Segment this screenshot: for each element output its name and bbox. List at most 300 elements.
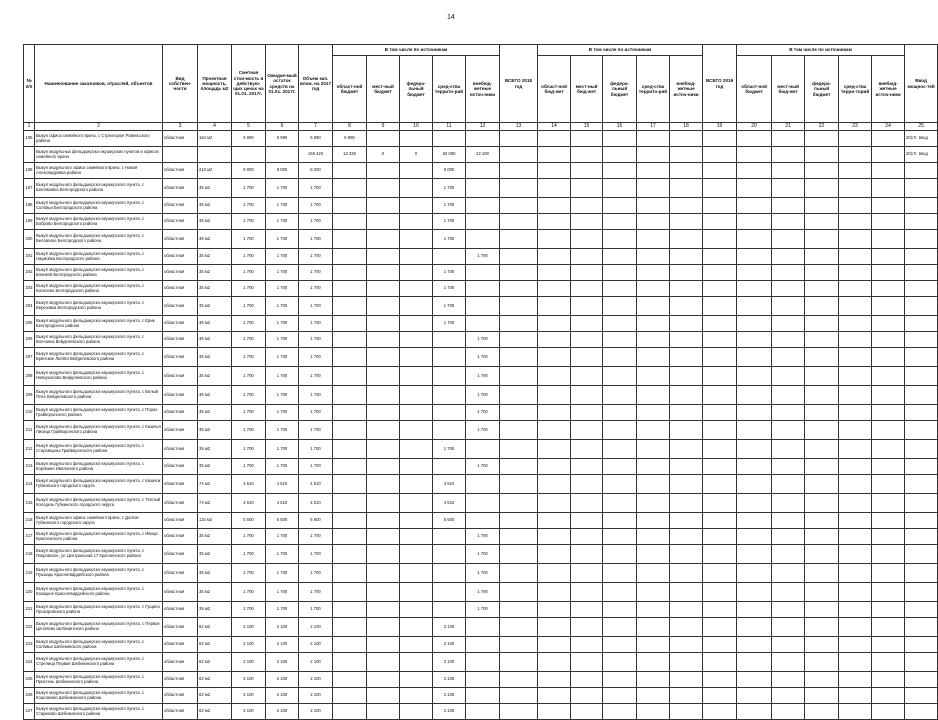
empty-cell — [703, 297, 737, 316]
estimate-cell: 1 700 — [232, 367, 266, 386]
empty-cell — [670, 637, 703, 653]
federal-budget-cell — [400, 529, 433, 545]
estimate-cell: 1 700 — [232, 179, 266, 198]
empty-cell — [772, 440, 805, 459]
commission-cell — [905, 494, 938, 513]
row-number: 208 — [24, 367, 35, 386]
capacity-cell: 35 м2 — [198, 265, 232, 281]
empty-cell — [571, 459, 603, 475]
empty-cell — [737, 602, 772, 618]
empty-cell — [637, 637, 670, 653]
row-number: 223 — [24, 637, 35, 653]
capacity-cell: 74 м2 — [198, 494, 232, 513]
empty-cell — [571, 513, 603, 529]
empty-cell — [500, 405, 538, 421]
capacity-cell: 35 м2 — [198, 367, 232, 386]
local-budget-cell — [367, 475, 400, 494]
empty-cell — [737, 249, 772, 265]
commission-cell — [905, 704, 938, 720]
object-name: Выкуп модульного фельдшерско-акушерского пункта, с Новоуколово Вейделевского района — [35, 367, 163, 386]
empty-cell — [637, 688, 670, 704]
federal-budget-cell — [400, 297, 433, 316]
local-budget-cell — [367, 405, 400, 421]
ownership-cell: областная — [163, 440, 198, 459]
territory-funds-cell — [433, 459, 466, 475]
table-row — [24, 545, 938, 564]
empty-cell — [637, 249, 670, 265]
empty-cell — [670, 653, 703, 672]
empty-cell — [571, 494, 603, 513]
territory-funds-cell: 1 700 — [433, 265, 466, 281]
extra-budget-cell: 1 700 — [466, 348, 500, 367]
table-row — [24, 198, 938, 214]
header-extra-2017: внебюд-жетные источ-ники — [466, 56, 500, 123]
empty-cell — [603, 214, 637, 230]
estimate-cell: 1 700 — [232, 421, 266, 440]
empty-cell — [500, 513, 538, 529]
empty-cell — [703, 618, 737, 637]
extra-budget-cell: 1 700 — [466, 367, 500, 386]
volume-2017-cell: 4 510 — [299, 494, 333, 513]
empty-cell — [603, 131, 637, 147]
local-budget-cell — [367, 421, 400, 440]
empty-cell — [872, 198, 905, 214]
empty-cell — [703, 513, 737, 529]
estimate-cell: 1 700 — [232, 564, 266, 583]
empty-cell — [872, 688, 905, 704]
empty-cell — [805, 131, 839, 147]
empty-cell — [603, 198, 637, 214]
expected-balance-cell: 1 700 — [266, 198, 299, 214]
commission-cell — [905, 459, 938, 475]
federal-budget-cell: 0 — [400, 147, 433, 163]
table-row — [24, 249, 938, 265]
estimate-cell: 1 700 — [232, 230, 266, 249]
empty-cell — [538, 545, 571, 564]
expected-balance-cell: 2 100 — [266, 618, 299, 637]
empty-cell — [670, 421, 703, 440]
federal-budget-cell — [400, 475, 433, 494]
empty-cell — [839, 386, 872, 405]
estimate-cell: 2 100 — [232, 653, 266, 672]
empty-cell — [772, 618, 805, 637]
empty-cell — [772, 332, 805, 348]
ownership-cell: областная — [163, 163, 198, 179]
commission-cell — [905, 421, 938, 440]
empty-cell — [737, 297, 772, 316]
federal-budget-cell — [400, 179, 433, 198]
row-number: 201 — [24, 249, 35, 265]
extra-budget-cell — [466, 214, 500, 230]
empty-cell — [603, 545, 637, 564]
column-numbers-row — [24, 123, 938, 131]
header-total-2018: ВСЕГО 2018 год — [500, 45, 538, 123]
empty-cell — [772, 421, 805, 440]
ownership-cell: областная — [163, 214, 198, 230]
federal-budget-cell — [400, 405, 433, 421]
capacity-cell: 35 м2 — [198, 564, 232, 583]
header-capacity: Проектная мощность, площадь м2 — [198, 45, 232, 123]
empty-cell — [500, 494, 538, 513]
estimate-cell: 1 700 — [232, 214, 266, 230]
header-extra-2019: внебюд-жетные источ-ники — [872, 56, 905, 123]
commission-cell — [905, 513, 938, 529]
estimate-cell: 1 700 — [232, 249, 266, 265]
column-number: 22 — [805, 123, 839, 131]
expected-balance-cell: 2 100 — [266, 704, 299, 720]
empty-cell — [571, 230, 603, 249]
empty-cell — [839, 214, 872, 230]
empty-cell — [737, 494, 772, 513]
empty-cell — [737, 688, 772, 704]
empty-cell — [637, 704, 670, 720]
empty-cell — [603, 163, 637, 179]
empty-cell — [500, 688, 538, 704]
object-name: Выкуп модульного фельдшерско-акушерского пункта, с Порох Грайворонского района — [35, 405, 163, 421]
column-number: 6 — [266, 123, 299, 131]
expected-balance-cell: 2 100 — [266, 637, 299, 653]
row-number: 204 — [24, 297, 35, 316]
empty-cell — [670, 198, 703, 214]
federal-budget-cell — [400, 618, 433, 637]
empty-cell — [872, 316, 905, 332]
estimate-cell: 2 100 — [232, 704, 266, 720]
capacity-cell: 35 м2 — [198, 459, 232, 475]
empty-cell — [805, 672, 839, 688]
volume-2017-cell: 2 100 — [299, 653, 333, 672]
empty-cell — [571, 265, 603, 281]
commission-cell — [905, 348, 938, 367]
empty-cell — [670, 672, 703, 688]
empty-cell — [603, 367, 637, 386]
expected-balance-cell: 1 700 — [266, 564, 299, 583]
row-number: 224 — [24, 653, 35, 672]
column-number: 23 — [839, 123, 872, 131]
empty-cell — [737, 475, 772, 494]
commission-cell — [905, 332, 938, 348]
capacity-cell: 115 м2 — [198, 513, 232, 529]
row-number: 205 — [24, 316, 35, 332]
regional-budget-cell — [333, 421, 367, 440]
empty-cell — [872, 583, 905, 602]
estimate-cell: 4 510 — [232, 475, 266, 494]
ownership-cell: областная — [163, 494, 198, 513]
expected-balance-cell: 1 700 — [266, 230, 299, 249]
empty-cell — [571, 316, 603, 332]
object-name: Выкуп модульного фельдшерско-акушерского пункта, с Казачья Лисица Грайворонского района — [35, 421, 163, 440]
empty-cell — [839, 704, 872, 720]
territory-funds-cell — [433, 421, 466, 440]
ownership-cell: областная — [163, 602, 198, 618]
extra-budget-cell — [466, 198, 500, 214]
header-regional-2018: област-ной бюд-жет — [538, 56, 571, 123]
empty-cell — [571, 297, 603, 316]
empty-cell — [872, 265, 905, 281]
regional-budget-cell — [333, 475, 367, 494]
federal-budget-cell — [400, 459, 433, 475]
object-name: Выкуп модульного фельдшерско-акушерского пункта, с Белый Плес Вейделевского района — [35, 386, 163, 405]
commission-cell — [905, 440, 938, 459]
empty-cell — [603, 440, 637, 459]
capacity-cell: 35 м2 — [198, 440, 232, 459]
object-name: Выкуп модульного фельдшерско-акушерского пункта, с Казацкое Красногвардейского района — [35, 583, 163, 602]
ownership-cell: областная — [163, 316, 198, 332]
extra-budget-cell — [466, 179, 500, 198]
row-number: 222 — [24, 618, 35, 637]
local-budget-cell — [367, 513, 400, 529]
empty-cell — [703, 637, 737, 653]
table-row — [24, 367, 938, 386]
capacity-cell: 35 м2 — [198, 316, 232, 332]
table-row — [24, 214, 938, 230]
federal-budget-cell — [400, 198, 433, 214]
extra-budget-cell: 1 700 — [466, 602, 500, 618]
empty-cell — [872, 618, 905, 637]
empty-cell — [603, 332, 637, 348]
expected-balance-cell: 1 700 — [266, 281, 299, 297]
estimate-cell: 1 700 — [232, 281, 266, 297]
header-regional-2019: област-ной бюджет — [737, 56, 772, 123]
empty-cell — [737, 672, 772, 688]
ownership-cell: областная — [163, 405, 198, 421]
commission-cell — [905, 653, 938, 672]
empty-cell — [737, 163, 772, 179]
commission-cell — [905, 386, 938, 405]
territory-funds-cell — [433, 529, 466, 545]
row-number: 212 — [24, 440, 35, 459]
empty-cell — [670, 513, 703, 529]
empty-cell — [637, 459, 670, 475]
local-budget-cell — [367, 214, 400, 230]
empty-cell — [500, 179, 538, 198]
empty-cell — [839, 348, 872, 367]
table-row — [24, 529, 938, 545]
local-budget-cell — [367, 672, 400, 688]
volume-2017-cell: 1 700 — [299, 316, 333, 332]
empty-cell — [805, 704, 839, 720]
estimate-cell: 1 700 — [232, 348, 266, 367]
territory-funds-cell: 1 700 — [433, 281, 466, 297]
empty-cell — [571, 653, 603, 672]
empty-cell — [538, 147, 571, 163]
column-number: 25 — [905, 123, 938, 131]
header-federal-2018: федера-льный бюджет — [603, 56, 637, 123]
empty-cell — [637, 316, 670, 332]
empty-cell — [500, 653, 538, 672]
capacity-cell: 62 м2 — [198, 688, 232, 704]
ownership-cell: областная — [163, 249, 198, 265]
row-number: 199 — [24, 214, 35, 230]
capacity-cell: 210 м2 — [198, 163, 232, 179]
federal-budget-cell — [400, 230, 433, 249]
empty-cell — [571, 583, 603, 602]
estimate-cell: 1 700 — [232, 332, 266, 348]
empty-cell — [603, 249, 637, 265]
empty-cell — [703, 475, 737, 494]
object-name: Выкуп модульного фельдшерско-акушерского пункта, с Пушкарь Красногвардейского района — [35, 564, 163, 583]
federal-budget-cell — [400, 421, 433, 440]
estimate-cell: 2 100 — [232, 618, 266, 637]
commission-cell — [905, 297, 938, 316]
capacity-cell: 35 м2 — [198, 545, 232, 564]
empty-cell — [603, 281, 637, 297]
local-budget-cell — [367, 529, 400, 545]
empty-cell — [603, 348, 637, 367]
volume-2017-cell: 1 700 — [299, 405, 333, 421]
empty-cell — [872, 494, 905, 513]
header-local-2019: мест-ный бюд-жет — [772, 56, 805, 123]
object-name: Выкуп модульного фельдшерско-акушерского пункта, с Боброво Белгородского района — [35, 214, 163, 230]
regional-budget-cell — [333, 179, 367, 198]
row-number: 217 — [24, 529, 35, 545]
empty-cell — [872, 459, 905, 475]
capacity-cell: 164 м2 — [198, 131, 232, 147]
volume-2017-cell: 1 700 — [299, 583, 333, 602]
expected-balance-cell: 5 500 — [266, 513, 299, 529]
estimate-cell: 6 990 — [232, 131, 266, 147]
regional-budget-cell — [333, 494, 367, 513]
empty-cell — [805, 163, 839, 179]
empty-cell — [603, 653, 637, 672]
commission-cell — [905, 564, 938, 583]
column-number: 2 — [35, 123, 163, 131]
empty-cell — [637, 131, 670, 147]
column-number: 10 — [400, 123, 433, 131]
empty-cell — [805, 179, 839, 198]
volume-2017-cell: 6 990 — [299, 131, 333, 147]
capacity-cell: 35 м2 — [198, 281, 232, 297]
estimate-cell: 1 700 — [232, 297, 266, 316]
empty-cell — [703, 459, 737, 475]
empty-cell — [500, 637, 538, 653]
column-number: 7 — [299, 123, 333, 131]
empty-cell — [500, 459, 538, 475]
regional-budget-cell — [333, 637, 367, 653]
object-name: Выкуп модульного фельдшерско-акушерского пункта, с Пристень Шебекинского района — [35, 672, 163, 688]
header-local-2018: мест-ный бюд-жет — [571, 56, 603, 123]
empty-cell — [670, 618, 703, 637]
empty-cell — [500, 297, 538, 316]
empty-cell — [538, 529, 571, 545]
extra-budget-cell: 1 700 — [466, 386, 500, 405]
capacity-cell: 35 м2 — [198, 348, 232, 367]
empty-cell — [637, 440, 670, 459]
row-number: 219 — [24, 564, 35, 583]
capacity-cell: 62 м2 — [198, 637, 232, 653]
regional-budget-cell — [333, 281, 367, 297]
extra-budget-cell: 1 700 — [466, 459, 500, 475]
extra-budget-cell — [466, 704, 500, 720]
empty-cell — [637, 583, 670, 602]
empty-cell — [538, 297, 571, 316]
empty-cell — [603, 405, 637, 421]
empty-cell — [670, 386, 703, 405]
header-regional-2017: област-ной бюджет — [333, 56, 367, 123]
empty-cell — [737, 440, 772, 459]
extra-budget-cell: 1 700 — [466, 332, 500, 348]
empty-cell — [703, 147, 737, 163]
empty-cell — [805, 459, 839, 475]
regional-budget-cell — [333, 386, 367, 405]
table-row — [24, 564, 938, 583]
territory-funds-cell: 8 000 — [433, 163, 466, 179]
object-name: Выкуп модульного фельдшерско-акушерского пункта, с Ивица Красненского района — [35, 529, 163, 545]
object-name: Выкуп модульного фельдшерско-акушерского пункта, с Шоломовка Белгородского района — [35, 179, 163, 198]
empty-cell — [538, 179, 571, 198]
volume-2017-cell: 159 420 — [299, 147, 333, 163]
commission-cell — [905, 281, 938, 297]
extra-budget-cell — [466, 297, 500, 316]
object-name: Выкуп модульного фельдшерско-акушерского пункта, с Соловьи Белгородского района — [35, 198, 163, 214]
empty-cell — [839, 316, 872, 332]
empty-cell — [772, 583, 805, 602]
table-row — [24, 672, 938, 688]
empty-cell — [839, 475, 872, 494]
empty-cell — [670, 281, 703, 297]
table-row — [24, 440, 938, 459]
object-name: Выкуп модульного фельдшерско-акушерского пункта, с Казачок Губкинского городского округа — [35, 475, 163, 494]
volume-2017-cell: 1 700 — [299, 179, 333, 198]
local-budget-cell — [367, 602, 400, 618]
empty-cell — [703, 583, 737, 602]
empty-cell — [500, 131, 538, 147]
empty-cell — [571, 688, 603, 704]
commission-cell — [905, 214, 938, 230]
empty-cell — [538, 405, 571, 421]
territory-funds-cell — [433, 583, 466, 602]
empty-cell — [500, 316, 538, 332]
table-row — [24, 348, 938, 367]
commission-cell — [905, 529, 938, 545]
volume-2017-cell: 2 100 — [299, 672, 333, 688]
expected-balance-cell: 4 510 — [266, 475, 299, 494]
empty-cell — [603, 704, 637, 720]
empty-cell — [538, 440, 571, 459]
table-row — [24, 265, 938, 281]
object-name: Выкуп модульного фельдшерско-акушерского пункта, с Первое Цепляево Шебекинского района — [35, 618, 163, 637]
ownership-cell — [163, 147, 198, 163]
empty-cell — [603, 459, 637, 475]
table-row — [24, 131, 938, 147]
regional-budget-cell — [333, 564, 367, 583]
empty-cell — [839, 653, 872, 672]
extra-budget-cell — [466, 265, 500, 281]
ownership-cell: областная — [163, 348, 198, 367]
empty-cell — [500, 475, 538, 494]
empty-cell — [637, 265, 670, 281]
empty-cell — [603, 513, 637, 529]
object-name: Выкуп модульного фельдшерско-акушерского пункта, с Стрелица Первая Шебекинского района — [35, 653, 163, 672]
empty-cell — [637, 475, 670, 494]
empty-cell — [872, 637, 905, 653]
empty-cell — [839, 163, 872, 179]
territory-funds-cell: 83 090 — [433, 147, 466, 163]
empty-cell — [737, 281, 772, 297]
empty-cell — [500, 147, 538, 163]
volume-2017-cell: 2 100 — [299, 637, 333, 653]
empty-cell — [500, 348, 538, 367]
table-body — [24, 131, 938, 720]
empty-cell — [637, 281, 670, 297]
regional-budget-cell — [333, 459, 367, 475]
empty-cell — [805, 688, 839, 704]
extra-budget-cell: 1 700 — [466, 529, 500, 545]
empty-cell — [737, 348, 772, 367]
local-budget-cell — [367, 230, 400, 249]
capacity-cell: 35 м2 — [198, 386, 232, 405]
local-budget-cell — [367, 583, 400, 602]
empty-cell — [872, 475, 905, 494]
